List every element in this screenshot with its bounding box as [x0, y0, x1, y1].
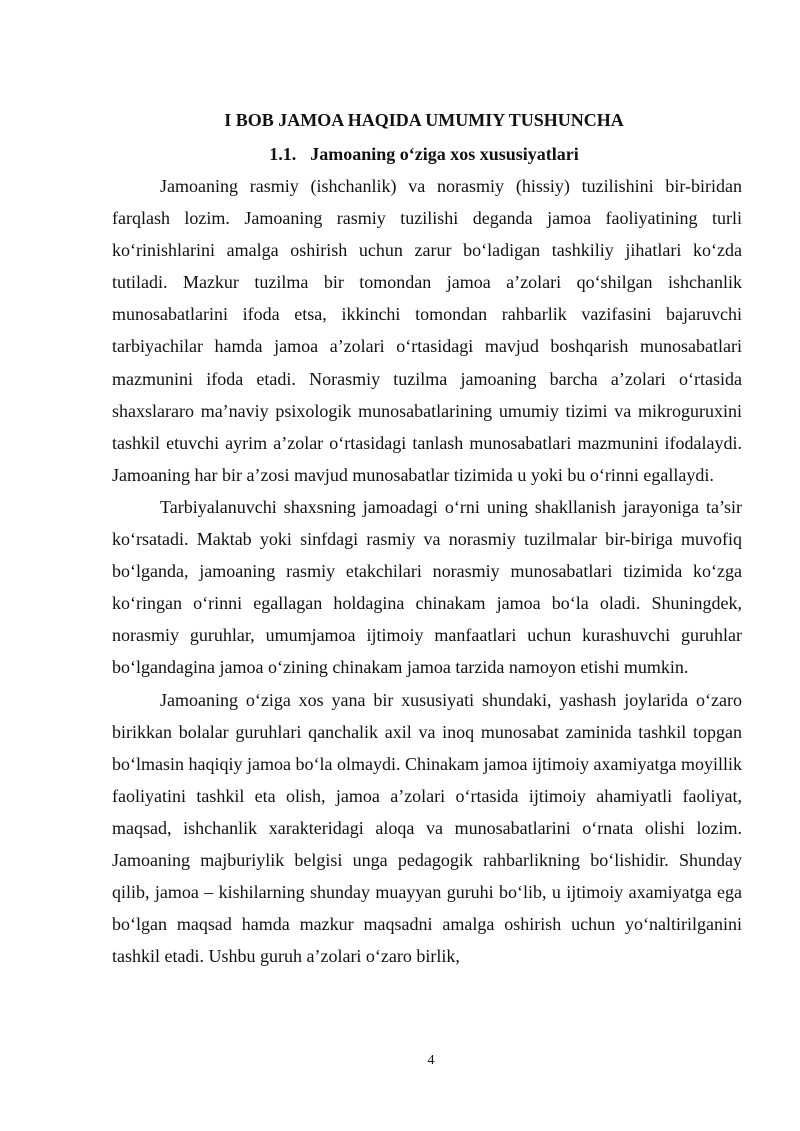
section-title: Jamoaning o‘ziga xos xususiyatlari: [310, 144, 579, 164]
body-text: [112, 170, 742, 972]
paragraph: Jamoaning o‘ziga xos yana bir xususiyati shundaki, yashash joylarida o‘zaro birikkan bolalar guruhlari qanchalik axil va inoq munosabat zaminida tashkil topgan bo‘lmasin haqiqiy jamoa bo‘la olmaydi. Chinakam jamoa ijtimoiy axamiyatga moyillik faoliyatini tashkil eta olish, jamoa a’zolari o‘rtasida ijtimoiy ahamiyatli faoliyat, maqsad, ishchanlik xarakteridagi aloqa va munosabatlarini o‘rnata olishi lozim. Jamoaning majburiylik belgisi unga pedagogik rahbarlikning bo‘lishidir. Shunday qilib, jamoa – kishilarning shunday muayyan guruhi bo‘lib, u ijtimoiy axamiyatga ega bo‘lgan maqsad hamda mazkur maqsadni amalga oshirish uchun yo‘naltirilganini tashkil etadi. Ushbu guruh a’zolari o‘zaro birlik,: [112, 689, 742, 967]
section-heading: [0, 142, 800, 166]
paragraph: Tarbiyalanuvchi shaxsning jamoadagi o‘rni uning shakllanish jarayoniga ta’sir ko‘rsatadi. Maktab yoki sinfdagi rasmiy va norasmiy tuzilmalar bir-biriga muvofiq bo‘lganda, jamoaning rasmiy etakchilari norasmiy munosabatlari tizimida ko‘zga ko‘ringan o‘rinni egallagan holdagina chinakam jamoa bo‘la oladi. Shuningdek, norasmiy guruhlar, umumjamoa ijtimoiy manfaatlari uchun kurashuvchi guruhlar bo‘lgandagina jamoa o‘zining chinakam jamoa tarzida namoyon etishi mumkin.: [112, 496, 742, 678]
page-number: 4: [427, 1053, 435, 1068]
chapter-title: I BOB JAMOA HAQIDA UMUMIY TUSHUNCHA: [224, 110, 624, 130]
paragraph: Jamoaning rasmiy (ishchanlik) va norasmiy (hissiy) tuzilishini bir-biridan farqlash lozim. Jamoaning rasmiy tuzilishi deganda jamoa faoliyatining turli ko‘rinishlarini amalga oshirish uchun zarur bo‘ladigan tashkiliy jihatlari ko‘zda tutiladi. Mazkur tuzilma bir tomondan jamoa a’zolari qo‘shilgan ishchanlik munosabatlarini ifoda etsa, ikkinchi tomondan rahbarlik vazifasini bajaruvchi tarbiyachilar hamda jamoa a’zolari o‘rtasidagi mavjud boshqarish munosabatlari mazmunini ifoda etadi. Norasmiy tuzilma jamoaning barcha a’zolari o‘rtasida shaxslararo ma’naviy psixologik munosabatlarining umumiy tizimi va mikroguruxini tashkil etuvchi ayrim a’zolar o‘rtasidagi tanlash munosabatlari mazmunini ifodalaydi. Jamoaning har bir a’zosi mavjud munosabatlar tizimida u yoki bu o‘rinni egallaydi.: [112, 176, 742, 485]
section-number: 1.1.: [269, 144, 297, 164]
